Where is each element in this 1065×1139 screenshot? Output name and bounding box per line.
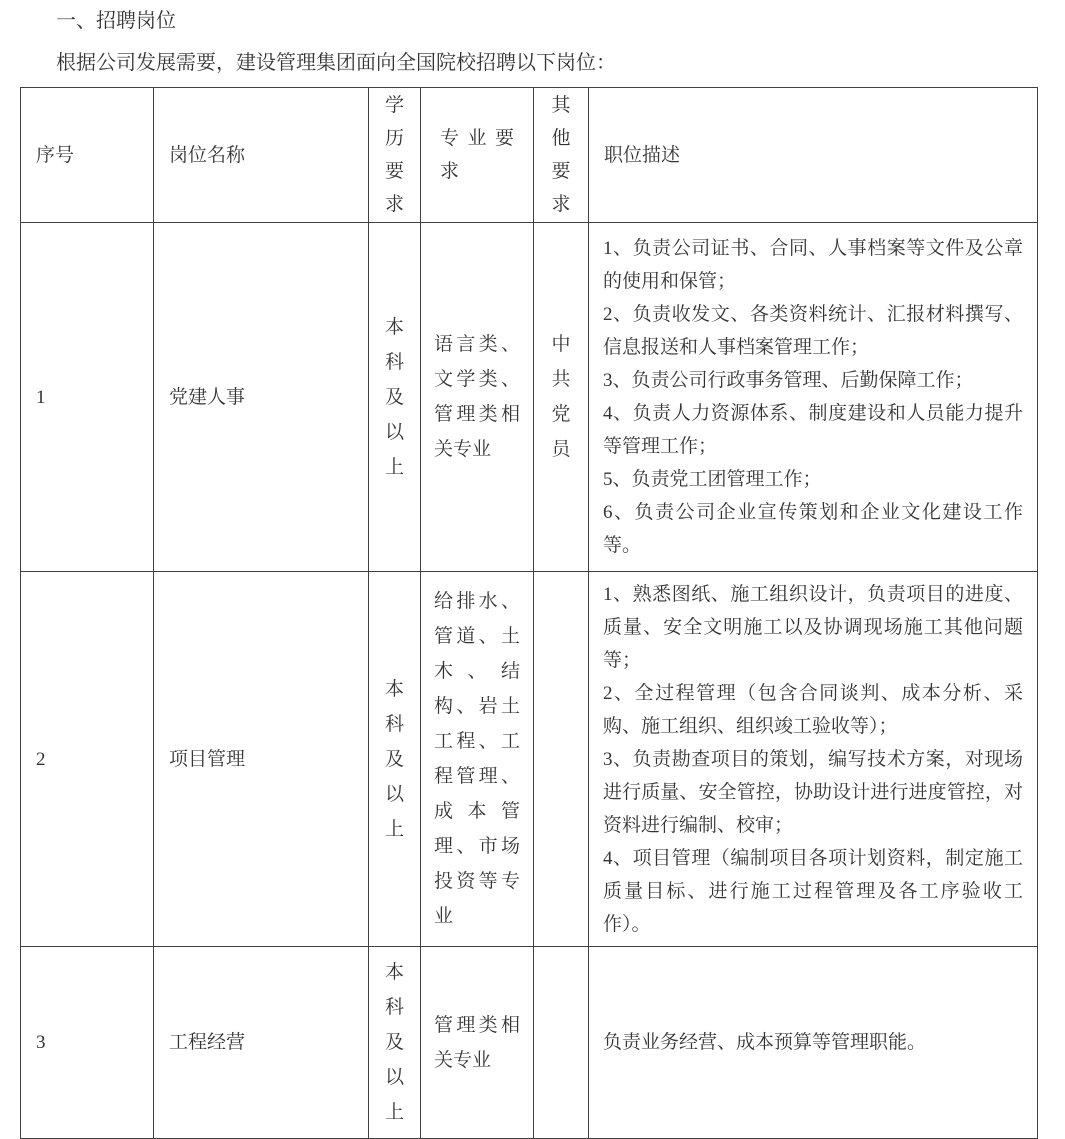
table-header-row	[21, 88, 1038, 223]
cell-education-1: 本科及以上	[369, 223, 421, 572]
cell-index-3: 3	[21, 947, 154, 1139]
description-item: 负责业务经营、成本预算等管理职能。	[603, 1032, 927, 1053]
description-item: 1、负责公司证书、合同、人事档案等文件及公章的使用和保管；	[603, 238, 1023, 292]
cell-index-2: 2	[21, 572, 154, 947]
cell-description-1	[589, 223, 1038, 572]
description-item: 2、全过程管理（包含合同谈判、成本分析、采购、施工组织、组织竣工验收等）；	[603, 682, 1023, 737]
header-major: 专业要求	[421, 88, 534, 223]
cell-major-2: 给排水、管道、土木、结构、岩土工程、工程管理、成本管理、市场投资等专业	[421, 572, 534, 947]
section-title: 一、招聘岗位	[56, 10, 176, 32]
cell-position-1: 党建人事	[154, 223, 369, 572]
cell-major-3: 管理类相关专业	[421, 947, 534, 1139]
table-row-3	[21, 947, 1038, 1139]
header-education: 学历要求	[369, 88, 421, 223]
cell-index-1: 1	[21, 223, 154, 572]
intro-paragraph: 根据公司发展需要，建设管理集团面向全国院校招聘以下岗位：	[56, 52, 616, 74]
description-item: 3、负责公司行政事务管理、后勤保障工作；	[603, 370, 974, 391]
cell-other-2	[534, 572, 589, 947]
description-item: 4、负责人力资源体系、制度建设和人员能力提升等管理工作；	[603, 403, 1023, 457]
description-item: 1、熟悉图纸、施工组织设计，负责项目的进度、质量、安全文明施工以及协调现场施工其他问题等；	[603, 583, 1023, 671]
description-item: 3、负责勘查项目的策划，编写技术方案，对现场进行质量、安全管控，协助设计进行进度管控，对资料进行编制、校审；	[603, 748, 1023, 836]
header-position: 岗位名称	[154, 88, 369, 223]
cell-education-2: 本科及以上	[369, 572, 421, 947]
cell-other-1: 中共党员	[534, 223, 589, 572]
cell-other-3	[534, 947, 589, 1139]
cell-major-1: 语言类、文学类、管理类相关专业	[421, 223, 534, 572]
cell-education-3: 本科及以上	[369, 947, 421, 1139]
cell-position-3: 工程经营	[154, 947, 369, 1139]
header-description: 职位描述	[589, 88, 1038, 223]
cell-description-2	[589, 572, 1038, 947]
description-item: 4、项目管理（编制项目各项计划资料，制定施工质量目标、进行施工过程管理及各工序验收工作）。	[603, 847, 1023, 935]
header-other: 其他要求	[534, 88, 589, 223]
description-item: 2、负责收发文、各类资料统计、汇报材料撰写、信息报送和人事档案管理工作；	[603, 304, 1023, 358]
recruitment-table	[20, 87, 1038, 1139]
description-item: 5、负责党工团管理工作；	[603, 469, 822, 490]
table-row-2	[21, 572, 1038, 947]
cell-position-2: 项目管理	[154, 572, 369, 947]
description-item: 6、负责公司企业宣传策划和企业文化建设工作等。	[603, 502, 1023, 556]
table-row-1	[21, 223, 1038, 572]
cell-description-3	[589, 947, 1038, 1139]
header-index: 序号	[21, 88, 154, 223]
